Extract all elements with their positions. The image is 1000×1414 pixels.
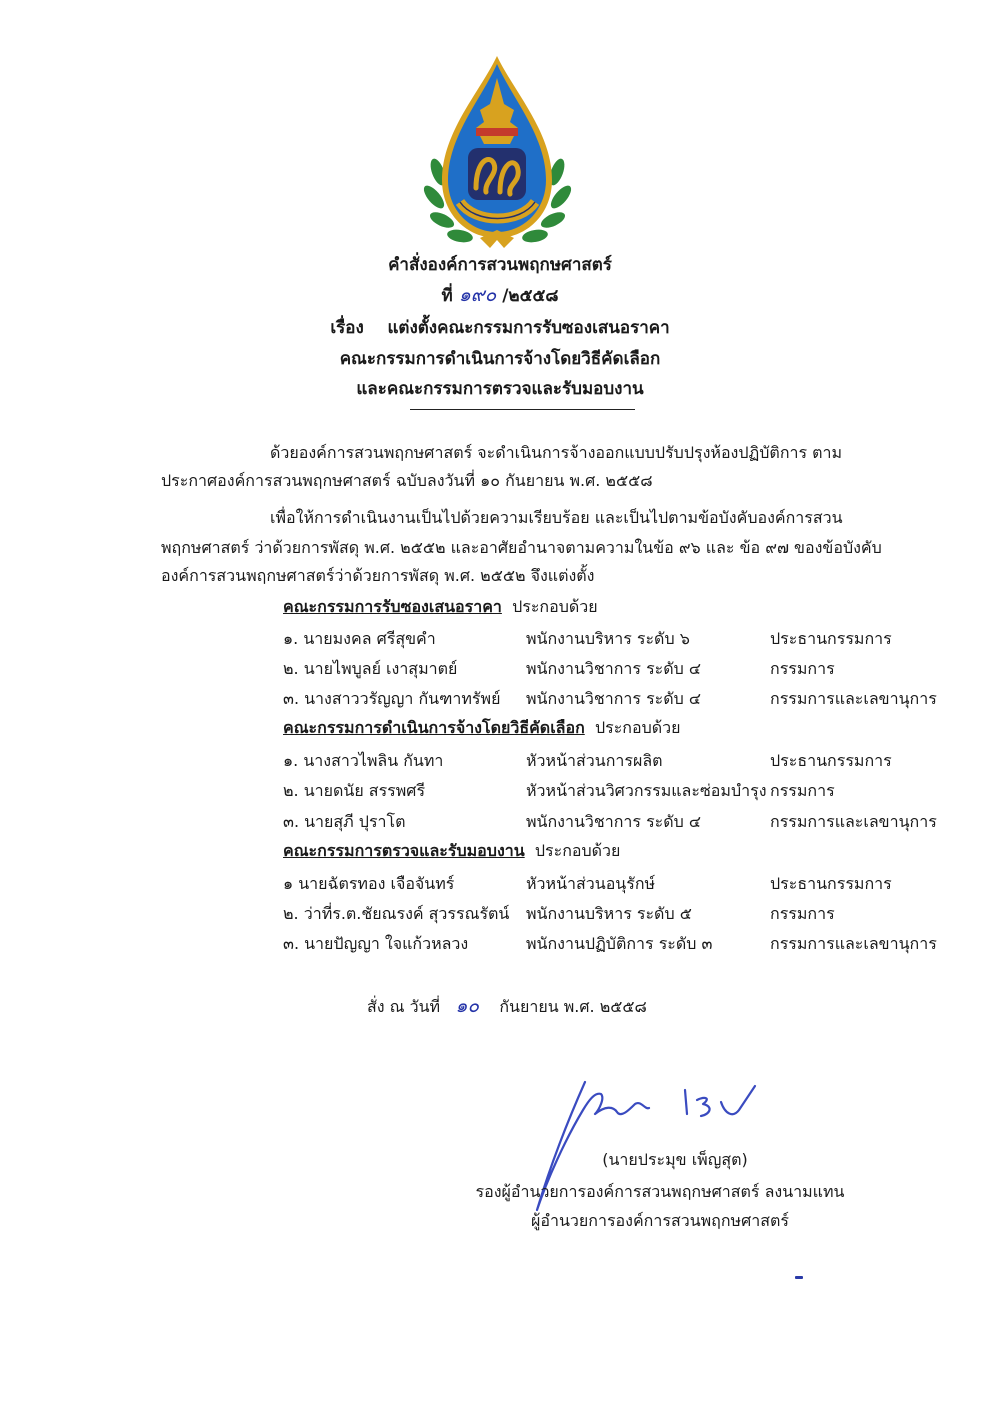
subject-line-2: คณะกรรมการดำเนินการจ้างโดยวิธีคัดเลือก bbox=[339, 349, 661, 369]
order-date-day-handwritten: ๑๐ bbox=[455, 995, 479, 1017]
para2-line1: เพื่อให้การดำเนินงานเป็นไปด้วยความเรียบร้อย และเป็นไปตามข้อบังคับองค์การสวน bbox=[270, 508, 843, 527]
committee-2-member-1 bbox=[283, 749, 943, 771]
committee-1-member-3 bbox=[283, 687, 943, 709]
committee-1-suffix: ประกอบด้วย bbox=[512, 597, 598, 616]
committee-2-member-2 bbox=[283, 779, 943, 801]
member-name: ๒. ว่าที่ร.ต.ชัยณรงค์ สุวรรณรัตน์ bbox=[283, 904, 510, 923]
heading-divider bbox=[410, 409, 635, 410]
para2-line3: องค์การสวนพฤกษศาสตร์ว่าด้วยการพัสดุ พ.ศ. ๒๕๕๒ จึงแต่งตั้ง bbox=[161, 566, 595, 585]
committee-3-suffix: ประกอบด้วย bbox=[534, 841, 621, 860]
member-name: ๓. นายสุภี ปุราโต bbox=[283, 812, 406, 831]
member-name: ๓. นายปัญญา ใจแก้วหลวง bbox=[283, 934, 469, 953]
member-position: พนักงานบริหาร ระดับ ๖ bbox=[526, 629, 690, 648]
member-role: กรรมการ bbox=[770, 904, 835, 923]
order-title: คำสั่งองค์การสวนพฤกษศาสตร์ bbox=[388, 255, 612, 275]
member-role: กรรมการ bbox=[770, 781, 835, 800]
committee-2-suffix: ประกอบด้วย bbox=[594, 718, 681, 737]
member-position: พนักงานปฏิบัติการ ระดับ ๓ bbox=[526, 934, 713, 953]
committee-3-title: คณะกรรมการตรวจและรับมอบงาน bbox=[283, 841, 525, 860]
signatory-title-1: รองผู้อำนวยการองค์การสวนพฤกษศาสตร์ ลงนามแทน bbox=[475, 1182, 845, 1201]
member-name: ๑ นายฉัตรทอง เจือจันทร์ bbox=[283, 874, 455, 893]
ink-mark bbox=[795, 1276, 803, 1279]
committee-3-heading bbox=[283, 841, 620, 861]
order-number-suffix: /๒๕๕๘ bbox=[502, 286, 559, 306]
signatory-title-2: ผู้อำนวยการองค์การสวนพฤกษศาสตร์ bbox=[531, 1211, 789, 1230]
committee-1-title: คณะกรรมการรับซองเสนอราคา bbox=[283, 597, 502, 616]
member-role: กรรมการ bbox=[770, 659, 835, 678]
member-name: ๒. นายดนัย สรรพศรี bbox=[283, 781, 426, 800]
order-number-prefix: ที่ bbox=[441, 286, 453, 306]
member-name: ๓. นางสาววรัญญา กันฑาทรัพย์ bbox=[283, 689, 501, 708]
member-position: หัวหน้าส่วนวิศวกรรมและซ่อมบำรุง bbox=[526, 781, 767, 800]
member-role: ประธานกรรมการ bbox=[770, 629, 892, 648]
member-name: ๒. นายไพบูลย์ เงาสุมาตย์ bbox=[283, 659, 458, 678]
order-date bbox=[367, 991, 647, 1021]
botanical-garden-emblem-icon bbox=[420, 52, 575, 252]
order-date-suffix: กันยายน พ.ศ. ๒๕๕๘ bbox=[499, 997, 647, 1016]
member-role: ประธานกรรมการ bbox=[770, 751, 892, 770]
member-name: ๑. นางสาวไพลิน กันทา bbox=[283, 751, 444, 770]
para2-line2: พฤกษศาสตร์ ว่าด้วยการพัสดุ พ.ศ. ๒๕๕๒ และอาศัยอำนาจตามความในข้อ ๙๖ และ ข้อ ๙๗ ของข้อบังคับ bbox=[161, 538, 882, 557]
member-role: กรรมการและเลขานุการ bbox=[770, 934, 937, 953]
member-position: หัวหน้าส่วนการผลิต bbox=[526, 751, 663, 770]
committee-1-heading bbox=[283, 597, 598, 617]
member-position: พนักงานวิชาการ ระดับ ๔ bbox=[526, 812, 702, 831]
order-number bbox=[0, 280, 1000, 310]
committee-2-member-3 bbox=[283, 810, 943, 832]
member-position: พนักงานบริหาร ระดับ ๕ bbox=[526, 904, 692, 923]
member-role: กรรมการและเลขานุการ bbox=[770, 812, 937, 831]
subject-label: เรื่อง bbox=[330, 318, 364, 338]
committee-2-title: คณะกรรมการดำเนินการจ้างโดยวิธีคัดเลือก bbox=[283, 718, 585, 737]
para1-line1: ด้วยองค์การสวนพฤกษศาสตร์ จะดำเนินการจ้างออกแบบปรับปรุงห้องปฏิบัติการ ตาม bbox=[270, 443, 843, 462]
committee-1-member-2 bbox=[283, 657, 943, 679]
member-position: หัวหน้าส่วนอนุรักษ์ bbox=[526, 874, 656, 893]
committee-1-member-1 bbox=[283, 627, 943, 649]
order-number-handwritten: ๑๙๐ bbox=[458, 284, 497, 306]
signatory-name: (นายประมุข เพ็ญสุต) bbox=[602, 1150, 748, 1169]
committee-3-member-3 bbox=[283, 932, 943, 954]
para1-line2: ประกาศองค์การสวนพฤกษศาสตร์ ฉบับลงวันที่ ๑๐ กันยายน พ.ศ. ๒๕๕๘ bbox=[161, 471, 653, 490]
member-position: พนักงานวิชาการ ระดับ ๔ bbox=[526, 659, 702, 678]
member-name: ๑. นายมงคล ศรีสุขคำ bbox=[283, 629, 436, 648]
subject-line-1 bbox=[0, 314, 1000, 341]
subject-text-1: แต่งตั้งคณะกรรมการรับซองเสนอราคา bbox=[387, 318, 670, 338]
committee-2-heading bbox=[283, 718, 680, 738]
committee-3-member-1 bbox=[283, 872, 943, 894]
order-date-prefix: สั่ง ณ วันที่ bbox=[367, 997, 441, 1016]
member-role: กรรมการและเลขานุการ bbox=[770, 689, 937, 708]
member-position: พนักงานวิชาการ ระดับ ๔ bbox=[526, 689, 702, 708]
committee-3-member-2 bbox=[283, 902, 943, 924]
member-role: ประธานกรรมการ bbox=[770, 874, 892, 893]
subject-line-3: และคณะกรรมการตรวจและรับมอบงาน bbox=[356, 379, 644, 399]
